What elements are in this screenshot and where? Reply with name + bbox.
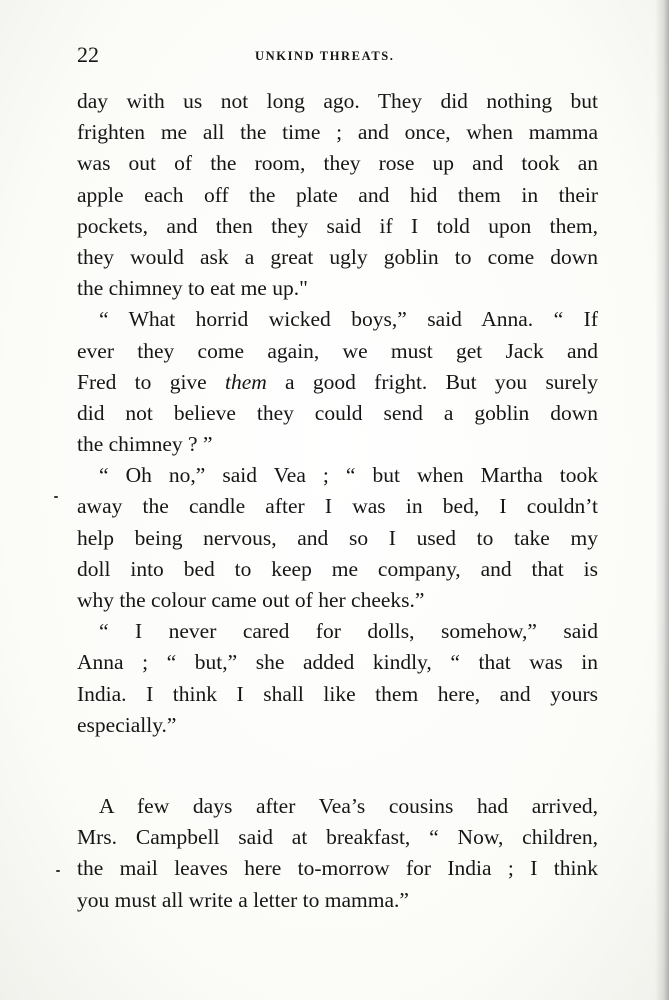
page-number: 22	[77, 42, 99, 67]
text-line: day with us not long ago. They did nothing but	[77, 89, 598, 113]
text-line: you must all write a letter to mamma.”	[77, 887, 409, 912]
text-line: the chimney to eat me up."	[77, 276, 308, 301]
page-edge-shadow	[655, 0, 669, 1000]
text-line: “ I never cared for dolls, somehow,” said	[99, 619, 598, 644]
text-line: Anna ; “ but,” she added kindly, “ that was in	[77, 650, 598, 675]
text-line: help being nervous, and so I used to take my	[77, 525, 598, 550]
text-line: especially.”	[77, 712, 177, 737]
text-line: pockets, and then they said if I told upon them,	[77, 213, 598, 238]
text-line: ever they come again, we must get Jack and	[77, 338, 598, 363]
text-line-with-emphasis	[77, 367, 598, 398]
text-line: away the candle after I was in bed, I couldn’t	[77, 494, 598, 519]
text-line: India. I think I shall like them here, and yours	[77, 681, 598, 706]
print-speck	[54, 496, 58, 498]
print-speck	[56, 870, 60, 872]
emphasized-word: them	[224, 369, 267, 394]
text-line: “ What horrid wicked boys,” said Anna. “ If	[99, 307, 598, 332]
text-run: Fred to give	[77, 369, 225, 394]
text-line: apple each off the plate and hid them in their	[77, 182, 598, 207]
text-line: why the colour came out of her cheeks.”	[77, 588, 425, 612]
section-break	[77, 741, 598, 791]
text-line: the chimney ? ”	[77, 432, 213, 457]
text-line: A few days after Vea’s cousins had arrived,	[99, 793, 598, 818]
text-run: a good fright. But you surely	[266, 369, 598, 394]
text-line: was out of the room, they rose up and took an	[77, 151, 598, 176]
text-line: did not believe they could send a goblin down	[77, 400, 598, 425]
body-text	[77, 86, 598, 916]
running-head: UNKIND THREATS.	[255, 49, 395, 63]
text-line: frighten me all the time ; and once, when mamma	[77, 120, 598, 145]
text-line: the mail leaves here to-morrow for India ; I think	[77, 856, 598, 881]
text-line: they would ask a great ugly goblin to come down	[77, 244, 598, 269]
text-line: Mrs. Campbell said at breakfast, “ Now, children,	[77, 825, 598, 850]
text-line: “ Oh no,” said Vea ; “ but when Martha took	[99, 463, 598, 488]
page-header	[77, 40, 597, 70]
text-line: doll into bed to keep me company, and that is	[77, 556, 598, 581]
